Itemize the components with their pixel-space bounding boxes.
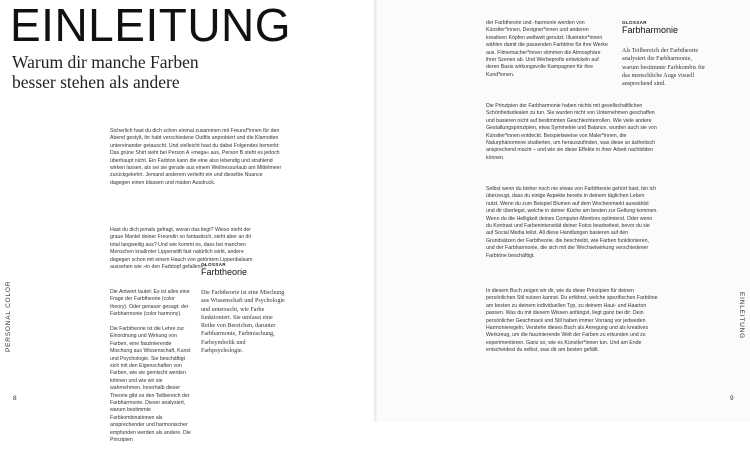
right-body-fourth [486, 288, 658, 362]
body-paragraph: In diesem Buch zeigen wir dir, wie du diese Prinzipien für deinen persönlichen Stil nutzen kannst. Du erfährst, welche spezifischen Farbtöne am besten zu deinem individuellen Typ, zu deinem Haut- und Haarton passen. Was du mit diesem Wissen anfängst, liegt ganz bei dir: Dein persönlicher Geschmack und Stil haben immer Vorrang vor jedweden Harmonieregeln. Verstehe dieses Buch als Anregung und als kreatives Werkzeug, um die faszinierende Welt der Farben zu erkunden und zu experimentieren. Ganz so, wie es Künstler*innen tun. Und am Ende entscheidest du selbst, was dir am besten gefällt. [486, 288, 658, 354]
glossary-title: Farbtheorie [201, 267, 248, 277]
left-body-top [110, 128, 282, 195]
glossary-text-right [622, 47, 706, 88]
glossary-box-left [201, 262, 277, 281]
running-head-left: PERSONAL COLOR [5, 280, 12, 352]
right-body-second [486, 103, 658, 170]
chapter-subtitle [12, 52, 232, 92]
glossary-title: Farbharmonie [622, 25, 679, 35]
glossary-text: Die Farbtheorie ist eine Mischung aus Wissenschaft und Psychologie und untersucht, wie Farbe funktioniert. Sie umfasst eine Reihe von Bereichen, darunter Farbharmonie, Farbmischung, Farbsymbolik und Farbpsychologie. [201, 290, 285, 355]
right-body-third [486, 186, 658, 267]
left-page [0, 0, 375, 444]
running-head-right: EINLEITUNG [738, 292, 745, 340]
body-paragraph: der Farbtheorie und -harmonie werden von Künstler*innen, Designer*innen und anderen kreativen Köpfen weltweit genutzt. Illustrator*innen wählen damit die passenden Farbtöne für ihre Werke aus. Filmemacher*innen stimmen die Atmosphäre ihrer Szenen ab. Und Werbeprofis entwickeln auf deren Basis wirkungsvolle Kampagnen für ihre Kund*innen. [486, 20, 608, 78]
glossary-box-right [622, 20, 702, 39]
chapter-title: EINLEITUNG [10, 0, 292, 51]
body-paragraph: Die Prinzipien der Farbharmonie haben nichts mit gesellschaftlichen Schönheitsidealen zu tun. Sie wurden nicht von Unternehmen geschaffen und basieren nicht auf bestimmten Geschlechterrollen. Wie viele andere Gestaltungsprinzipien, etwa Symmetrie und Balance, wurden auch sie von Künstler*innen entdeckt. Beispielsweise von Maler*innen, die Naturphänomene studierten, um herauszufinden, was diese so ästhetisch ansprechend macht – und wie sie diese Effekte in ihrer Arbeit nachbilden können. [486, 103, 657, 161]
body-paragraph: Sicherlich hast du dich schon einmal zusammen mit Freund*innen für den Abend gestylt, ihr habt verschiedene Outfits anprobiert und die Klamotten untereinander getauscht. Und vielleicht hast du dabei Folgendes bemerkt: Das grüne Shirt sieht bei Person A »mega« aus, Person B steht es jedoch überhaupt nicht. Ein Farbton kann die eine also lebendig und strahlend wirken lassen, als sei sie gerade aus einem Wellnessurlaub am Mittelmeer zurückgekehrt. Jemand anderem verleiht ein und dieselbe Nuance dagegen einen blassen und müden Ausdruck. [110, 128, 282, 186]
right-body-top [486, 20, 611, 87]
left-body-bottom [110, 289, 192, 452]
subtitle-line-2: besser stehen als andere [12, 72, 180, 92]
body-paragraph: Hast du dich jemals gefragt, woran das liegt? Wieso steht der graue Mantel deiner Freundin so fantastisch, sieht aber an dir total langweilig aus? Und wie kommt es, dass bei manchen Menschen knallroter Lippenstift fast natürlich wirkt, andere dagegen schon mit einem Hauch von getöntem Lippenbalsam aussehen wie »in den Farbtopf gefallen«? [110, 227, 253, 271]
body-paragraph: Die Farbtheorie ist die Lehre zur Einordnung und Wirkung von Farben, eine faszinierende Mischung aus Wissenschaft, Kunst und Psychologie. Sie beschäftigt sich mit den Eigenschaften von Farben, wie sie gemischt werden können und wie wir sie wahrnehmen. Innerhalb dieser Theorie gibt es den Teilbereich der Farbharmonie. Dieser analysiert, warum bestimmte Farbkombinationen als ansprechender und harmonischer empfunden werden als andere. Die Prinzipien [110, 326, 191, 444]
glossary-label: GLOSSAR [622, 20, 647, 25]
body-paragraph: Die Antwort lautet: Es ist alles eine Frage der Farbtheorie (color theory). Oder genauer gesagt: der Farbharmonie (color harmony). [110, 289, 190, 318]
page-number-left: 8 [13, 395, 17, 402]
subtitle-line-1: Warum dir manche Farben [12, 52, 199, 72]
body-paragraph: Selbst wenn du bisher noch nie etwas von Farbtheorie gehört hast, bin ich überzeugt, dass du einige Aspekte bereits in deinem täglichen Leben nutzt. Wenn du zum Beispiel Blumen auf dem Wochenmarkt auswählst und dir überlegst, welche in deiner Küche am besten zur Geltung kommen. Wenn du die Helligkeit deines Computer-Monitors optimierst. Oder wenn du Kontrast und Farbenintensität deiner Fotos bearbeitest, bevor du sie auf Social Media teilst. All diese Handlungen basieren auf den Grundsätzen der Farbtheorie, die beschreibt, wie Farben funktionieren, und der Farbharmonie, die sich mit der Wechselwirkung verschiedener Farbtöne beschäftigt. [486, 186, 658, 259]
glossary-label: GLOSSAR [201, 262, 226, 267]
book-gutter [373, 0, 377, 422]
glossary-text: Als Teilbereich der Farbtheorie analysiert die Farbharmonie, warum bestimmte Farbkombis für das menschliche Auge visuell ansprechend sind. [622, 48, 706, 88]
page-number-right: 9 [730, 395, 734, 402]
glossary-text-left [201, 289, 286, 355]
